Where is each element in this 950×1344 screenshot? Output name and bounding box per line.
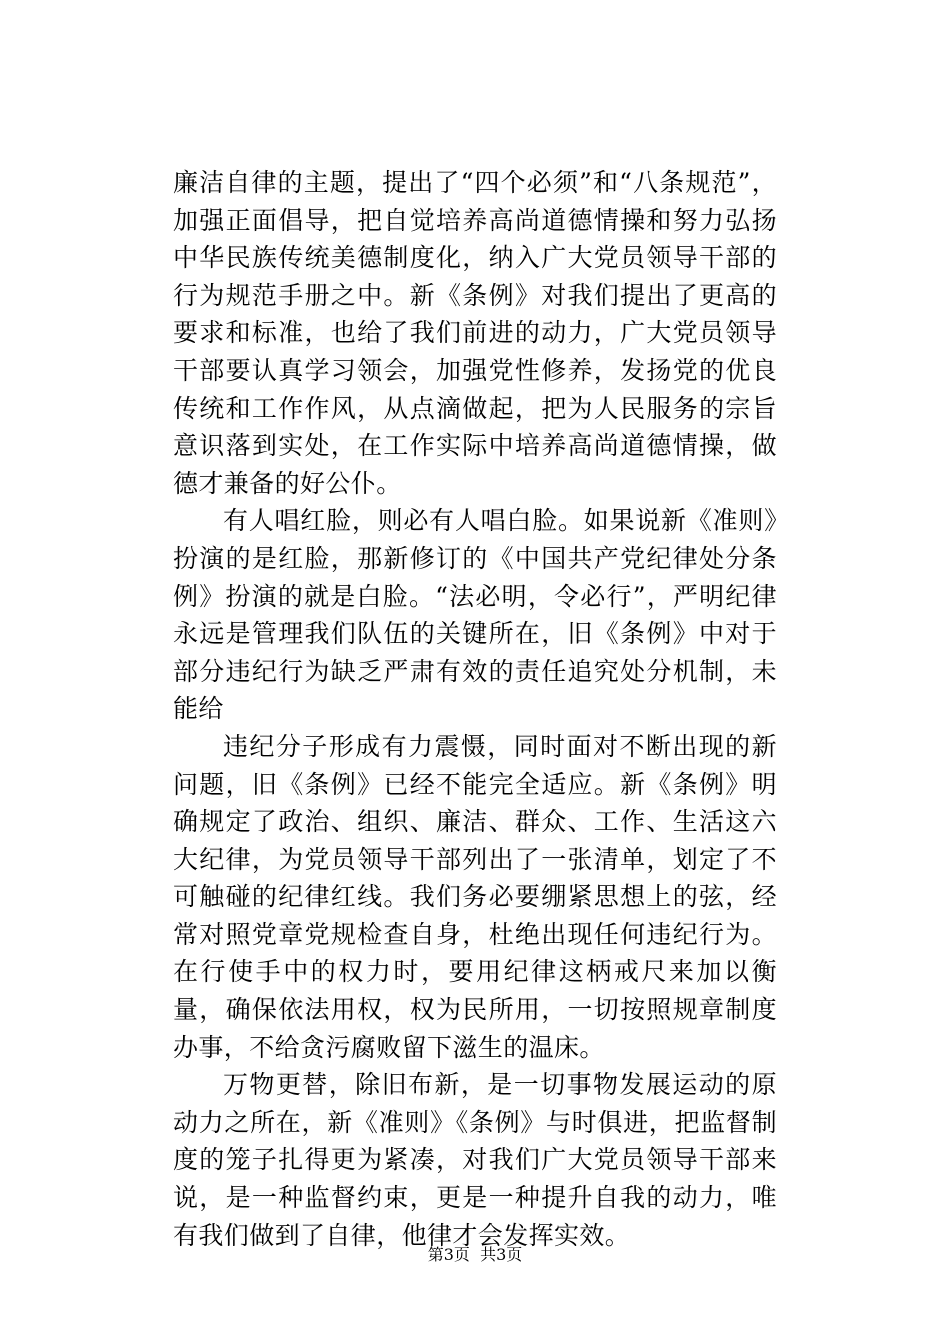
page-footer: 第3页 共3页 — [427, 1245, 523, 1264]
paragraph-3: 违纪分子形成有力震慑，同时面对不断出现的新问题，旧《条例》已经不能完全适应。新《条例》明确规定了政治、组织、廉洁、群众、工作、生活这六大纪律，为党员领导干部列出了一张清单，划定了不可触碰的纪律红线。我们务必要绷紧思想上的弦，经常对照党章党规检查自身，杜绝出现任何违纪行为。在行使手中的权力时，要用纪律这柄戒尺来加以衡量，确保依法用权，权为民所用，一切按照规章制度办事，不给贪污腐败留下滋生的温床。 — [173, 731, 777, 1062]
paragraph-2: 有人唱红脸，则必有人唱白脸。如果说新《准则》扮演的是红脸，那新修订的《中国共产党纪律处分条例》扮演的就是白脸。“法必明，令必行”，严明纪律永远是管理我们队伍的关键所在，旧《条例》中对于部分违纪行为缺乏严肃有效的责任追究处分机制，未能给 — [173, 506, 777, 724]
paragraph-4: 万物更替，除旧布新，是一切事物发展运动的原动力之所在，新《准则》《条例》与时俱进，把监督制度的笼子扎得更为紧凑，对我们广大党员领导干部来说，是一种监督约束，更是一种提升自我的动力，唯有我们做到了自律，他律才会发挥实效。 — [173, 1070, 777, 1250]
paragraph-1: 廉洁自律的主题，提出了“四个必须”和“八条规范”，加强正面倡导，把自觉培养高尚道德情操和努力弘扬中华民族传统美德制度化，纳入广大党员领导干部的行为规范手册之中。新《条例》对我们提出了更高的要求和标准，也给了我们前进的动力，广大党员领导干部要认真学习领会，加强党性修养，发扬党的优良传统和工作作风，从点滴做起，把为人民服务的宗旨意识落到实处，在工作实际中培养高尚道德情操，做德才兼备的好公仆。 — [173, 168, 777, 498]
document-body — [173, 164, 777, 1254]
